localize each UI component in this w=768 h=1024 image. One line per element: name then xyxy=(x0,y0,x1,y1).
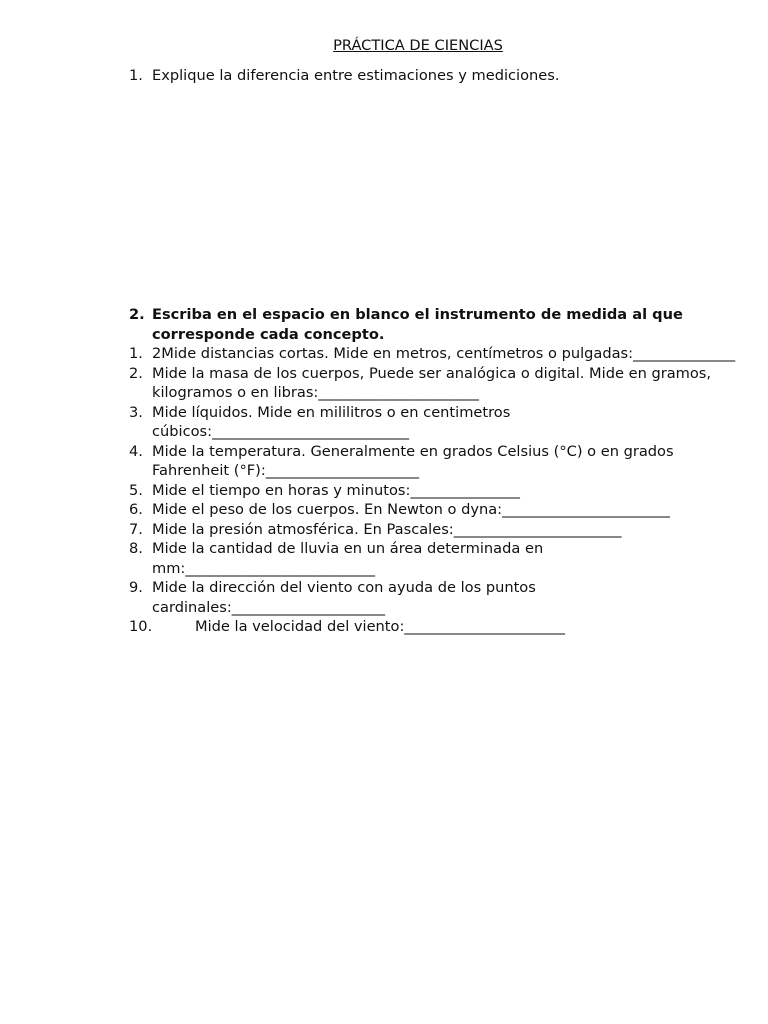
item-number: 5. xyxy=(129,481,143,499)
question-text: Escriba en el espacio en blanco el instrumento de medida al que corresponde cada concepto. xyxy=(152,306,683,343)
item-number: 2. xyxy=(129,364,143,382)
list-item xyxy=(129,364,739,403)
item-text: Mide líquidos. Mide en mililitros o en centimetros cúbicos:___________________________ xyxy=(152,403,511,440)
page-title: PRÁCTICA DE CIENCIAS xyxy=(333,37,503,54)
item-text: Mide la dirección del viento con ayuda de los puntos cardinales:_____________________ xyxy=(152,579,536,616)
item-text: 2Mide distancias cortas. Mide en metros, centímetros o pulgadas:______________ xyxy=(152,345,736,362)
list-item xyxy=(129,344,739,364)
instrument-list xyxy=(129,344,739,637)
question-1 xyxy=(129,66,739,86)
item-text: Mide la temperatura. Generalmente en grados Celsius (°C) o en grados Fahrenheit (°F):_____________________ xyxy=(152,442,674,479)
list-item xyxy=(129,617,739,637)
item-number: 8. xyxy=(129,540,143,557)
list-item xyxy=(129,481,739,501)
list-item xyxy=(129,500,739,520)
item-text: Mide la masa de los cuerpos, Puede ser analógica o digital. Mide en gramos, kilogramos o en libras:______________________ xyxy=(152,364,712,401)
item-number: 3. xyxy=(129,403,143,421)
item-text: Mide la cantidad de lluvia en un área determinada en mm:__________________________ xyxy=(152,540,544,577)
question-text: Explique la diferencia entre estimaciones y mediciones. xyxy=(152,67,560,84)
list-item xyxy=(129,403,739,442)
item-text: Mide la velocidad del viento:______________________ xyxy=(195,618,565,635)
item-number: 9. xyxy=(129,579,143,596)
item-number: 7. xyxy=(129,520,143,538)
question-number: 2. xyxy=(129,306,145,323)
item-number: 1. xyxy=(129,345,143,362)
list-item xyxy=(129,578,739,617)
item-number: 6. xyxy=(129,501,143,518)
item-number: 4. xyxy=(129,442,143,460)
item-text: Mide el tiempo en horas y minutos:_______________ xyxy=(152,481,520,499)
list-item xyxy=(129,539,739,578)
question-2 xyxy=(129,305,749,344)
list-item xyxy=(129,442,739,481)
question-number: 1. xyxy=(129,67,143,84)
item-text: Mide la presión atmosférica. En Pascales:_______________________ xyxy=(152,520,622,538)
item-text: Mide el peso de los cuerpos. En Newton o dyna:_______________________ xyxy=(152,501,670,518)
item-number: 10. xyxy=(129,618,153,635)
list-item xyxy=(129,520,739,540)
